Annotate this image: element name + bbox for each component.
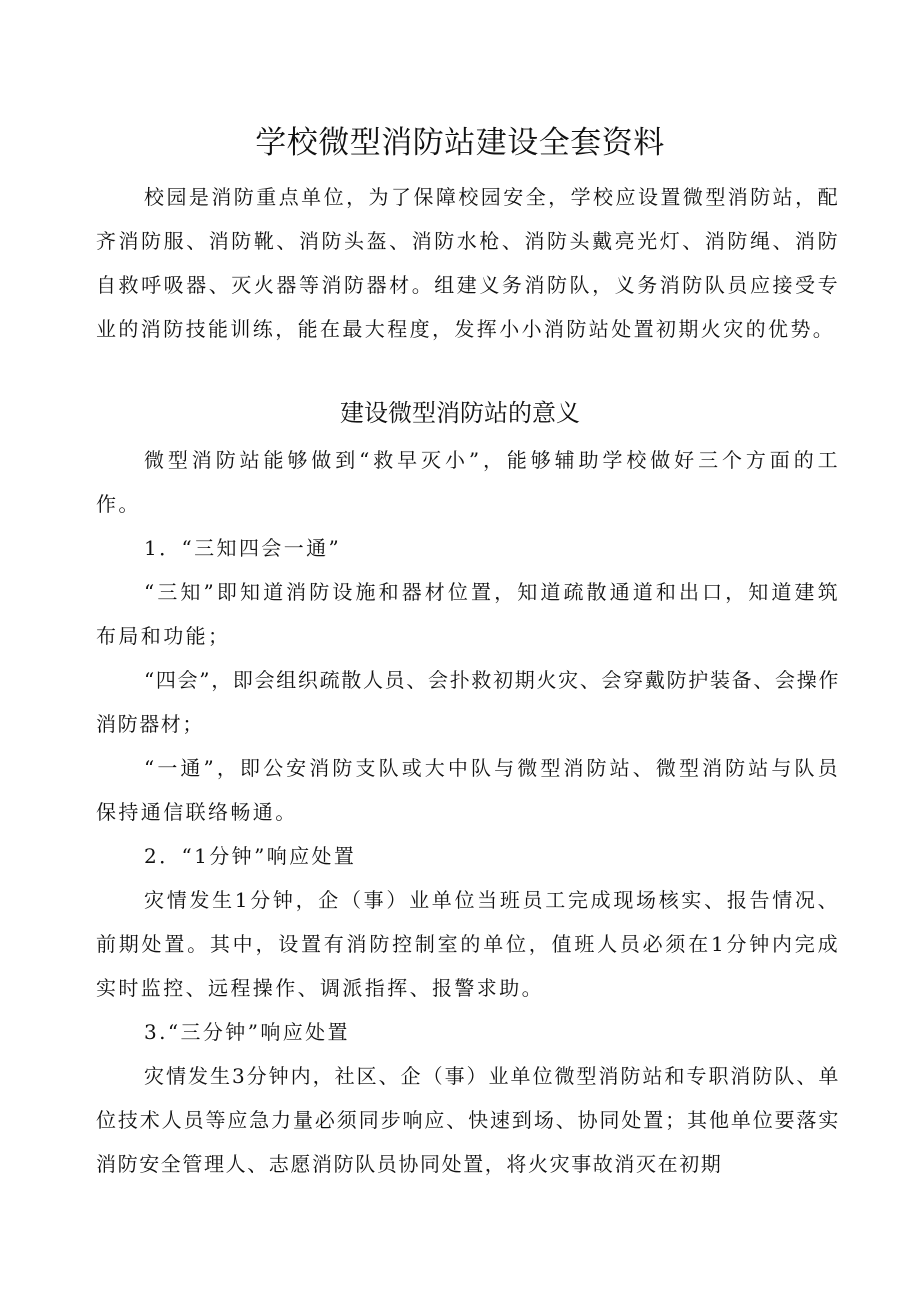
section-heading: 建设微型消防站的意义 — [340, 399, 580, 427]
intro-paragraph: 校园是消防重点单位，为了保障校园安全，学校应设置微型消防站，配齐消防服、消防靴、消防头盔、消防水枪、消防头戴亮光灯、消防绳、消防自救呼吸器、灭火器等消防器材。组建义务消防队，义务消防队员应接受专业的消防技能训练，能在最大程度，发挥小小消防站处置初期火灾的优势。 — [96, 185, 840, 341]
document-title: 学校微型消防站建设全套资料 — [255, 125, 665, 161]
item1-heading: 1．“三知四会一通” — [144, 536, 342, 560]
item1-si-hui-paragraph: “四会”，即会组织疏散人员、会扑救初期火灾、会穿戴防护装备、会操作消防器材； — [96, 668, 840, 736]
section-intro-paragraph: 微型消防站能够做到“救早灭小”，能够辅助学校做好三个方面的工作。 — [96, 448, 840, 516]
item2-body-paragraph: 灾情发生1分钟，企（事）业单位当班员工完成现场核实、报告情况、前期处置。其中，设置有消防控制室的单位，值班人员必须在1分钟内完成实时监控、远程操作、调派指挥、报警求助。 — [96, 888, 840, 1000]
item1-yi-tong-paragraph: “一通”，即公安消防支队或大中队与微型消防站、微型消防站与队员保持通信联络畅通。 — [96, 756, 840, 824]
item2-heading: 2．“1分钟”响应处置 — [144, 844, 357, 868]
item1-san-zhi-paragraph: “三知”即知道消防设施和器材位置，知道疏散通道和出口，知道建筑布局和功能； — [96, 580, 840, 648]
item3-heading: 3.“三分钟”响应处置 — [144, 1020, 350, 1044]
item3-body-paragraph: 灾情发生3分钟内，社区、企（事）业单位微型消防站和专职消防队、单位技术人员等应急力量必须同步响应、快速到场、协同处置；其他单位要落实消防安全管理人、志愿消防队员协同处置，将火灾事故消灭在初期 — [96, 1064, 840, 1176]
